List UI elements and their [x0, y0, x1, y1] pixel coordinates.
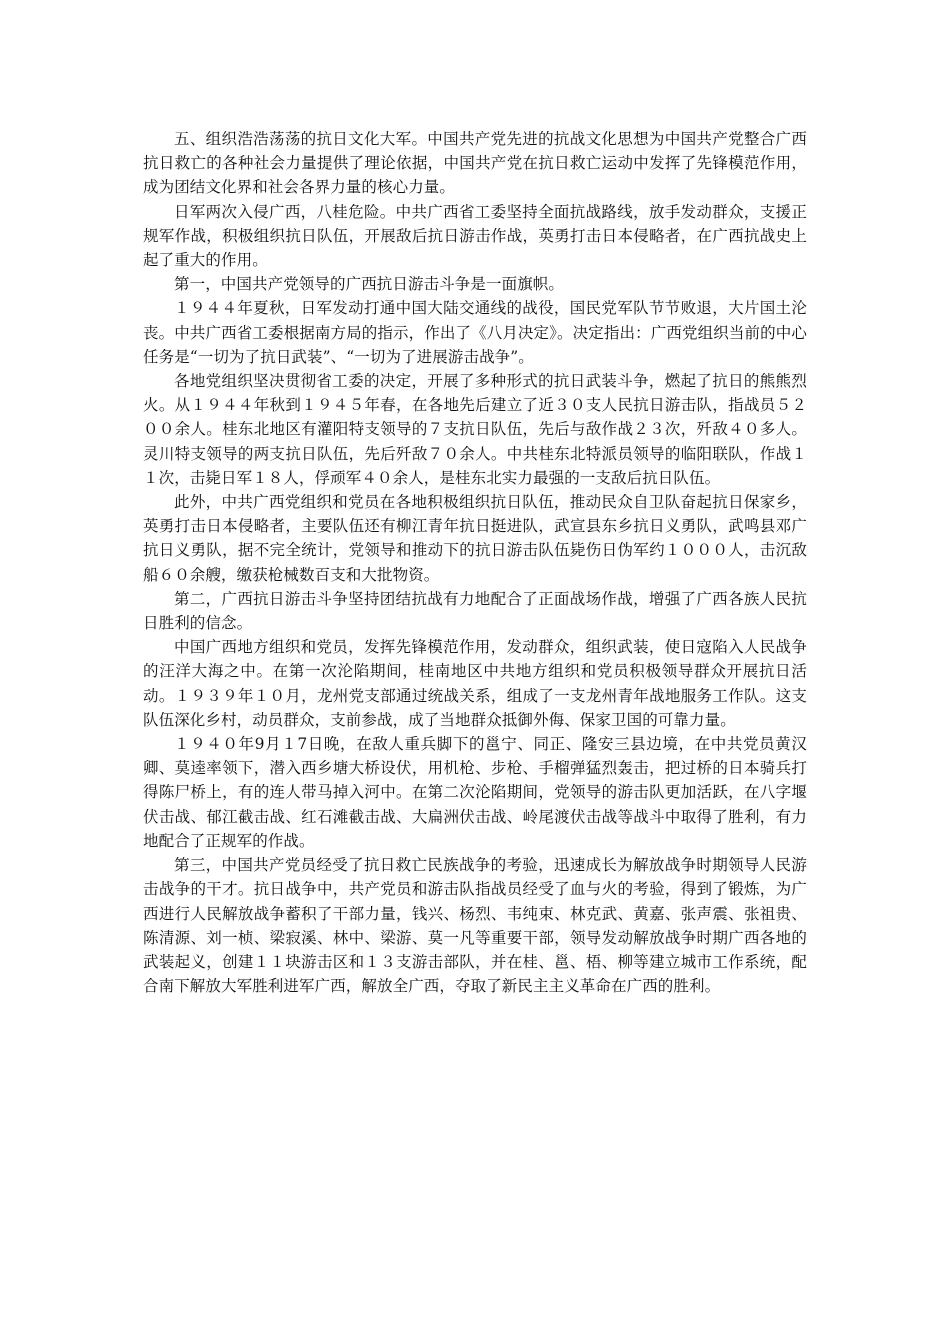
paragraph: 第一，中国共产党领导的广西抗日游击斗争是一面旗帜。: [174, 275, 565, 294]
paragraph: 此外，中共广西党组织和党员在各地积极组织抗日队伍，推动民众自卫队奋起抗日保家乡，英勇打击日本侵略者，主要队伍还有柳江青年抗日挺进队，武宣县东乡抗日义勇队，武鸣县邓广抗日义勇队，据不完全统计，党领导和推动下的抗日游击队伍毙伤日伪军约１０００人，击沉敌船６０余艘，缴获枪械数百支和大批物资。: [143, 493, 807, 584]
paragraph: 第三，中国共产党员经受了抗日救亡民族战争的考验，迅速成长为解放战争时期领导人民游击战争的干才。抗日战争中，共产党员和游击队指战员经受了血与火的考验，得到了锻炼，为广西进行人民解放战争蓄积了干部力量，钱兴、杨烈、韦纯束、林克武、黄嘉、张声震、张祖贵、陈清源、刘一桢、梁寂溪、林中、梁游、莫一凡等重要干部，领导发动解放战争时期广西各地的武装起义，创建１１块游击区和１３支游击部队，并在桂、邕、梧、柳等建立城市工作系统，配合南下解放大军胜利进军广西，解放全广西，夺取了新民主主义革命在广西的胜利。: [143, 856, 807, 996]
paragraph: 中国广西地方组织和党员，发挥先锋模范作用，发动群众，组织武装，使日寇陷入人民战争的汪洋大海之中。在第一次沦陷期间，桂南地区中共地方组织和党员积极领导群众开展抗日活动。１９３９年１０月，龙州党支部通过统战关系，组成了一支龙州青年战地服务工作队。这支队伍深化乡村，动员群众，支前参战，成了当地群众抵御外侮、保家卫国的可靠力量。: [143, 638, 807, 729]
paragraph: １９４４年夏秋，日军发动打通中国大陆交通线的战役，国民党军队节节败退，大片国土沦丧。中共广西省工委根据南方局的指示，作出了《八月决定》。决定指出：广西党组织当前的中心任务是“一切为了抗日武装”、“一切为了进展游击战争”。: [143, 299, 807, 366]
paragraph: 日军两次入侵广西，八桂危险。中共广西省工委坚持全面抗战路线，放手发动群众，支援正规军作战，积极组织抗日队伍，开展敌后抗日游击作战，英勇打击日本侵略者，在广西抗战史上起了重大的作用。: [143, 202, 807, 270]
paragraph: １９４０年9月１7日晚，在敌人重兵脚下的邕宁、同正、隆安三县边境，在中共党员黄汉卿、莫逵率领下，潜入西乡塘大桥设伏，用机枪、步枪、手榴弹猛烈轰击，把过桥的日本骑兵打得陈尸桥上，有的连人带马掉入河中。在第二次沦陷期间，党领导的游击队更加活跃，在八字堰伏击战、郁江截击战、红石滩截击战、大扁洲伏击战、岭尾渡伏击战等战斗中取得了胜利，有力地配合了正规军的作战。: [143, 735, 807, 850]
paragraph: 第二，广西抗日游击斗争坚持团结抗战有力地配合了正面战场作战，增强了广西各族人民抗日胜利的信念。: [143, 589, 807, 633]
paragraph: 各地党组织坚决贯彻省工委的决定，开展了多种形式的抗日武装斗争，燃起了抗日的熊熊烈火。从１９４４年秋到１９４５年春，在各地先后建立了近３０支人民抗日游击队，指战员５２００余人。桂东北地区有灌阳特支领导的７支抗日队伍，先后与敌作战２３次，歼敌４０多人。灵川特支领导的两支抗日队伍，先后歼敌７０余人。中共桂东北特派员领导的临阳联队，作战１１次，击毙日军１８人，俘顽军４０余人，是桂东北实力最强的一支敌后抗日队伍。: [143, 372, 807, 487]
document-body: [143, 127, 807, 998]
paragraph: 五、组织浩浩荡荡的抗日文化大军。中国共产党先进的抗战文化思想为中国共产党整合广西抗日救亡的各种社会力量提供了理论依据，中国共产党在抗日救亡运动中发挥了先锋模范作用，成为团结文化界和社会各界力量的核心力量。: [143, 130, 807, 197]
